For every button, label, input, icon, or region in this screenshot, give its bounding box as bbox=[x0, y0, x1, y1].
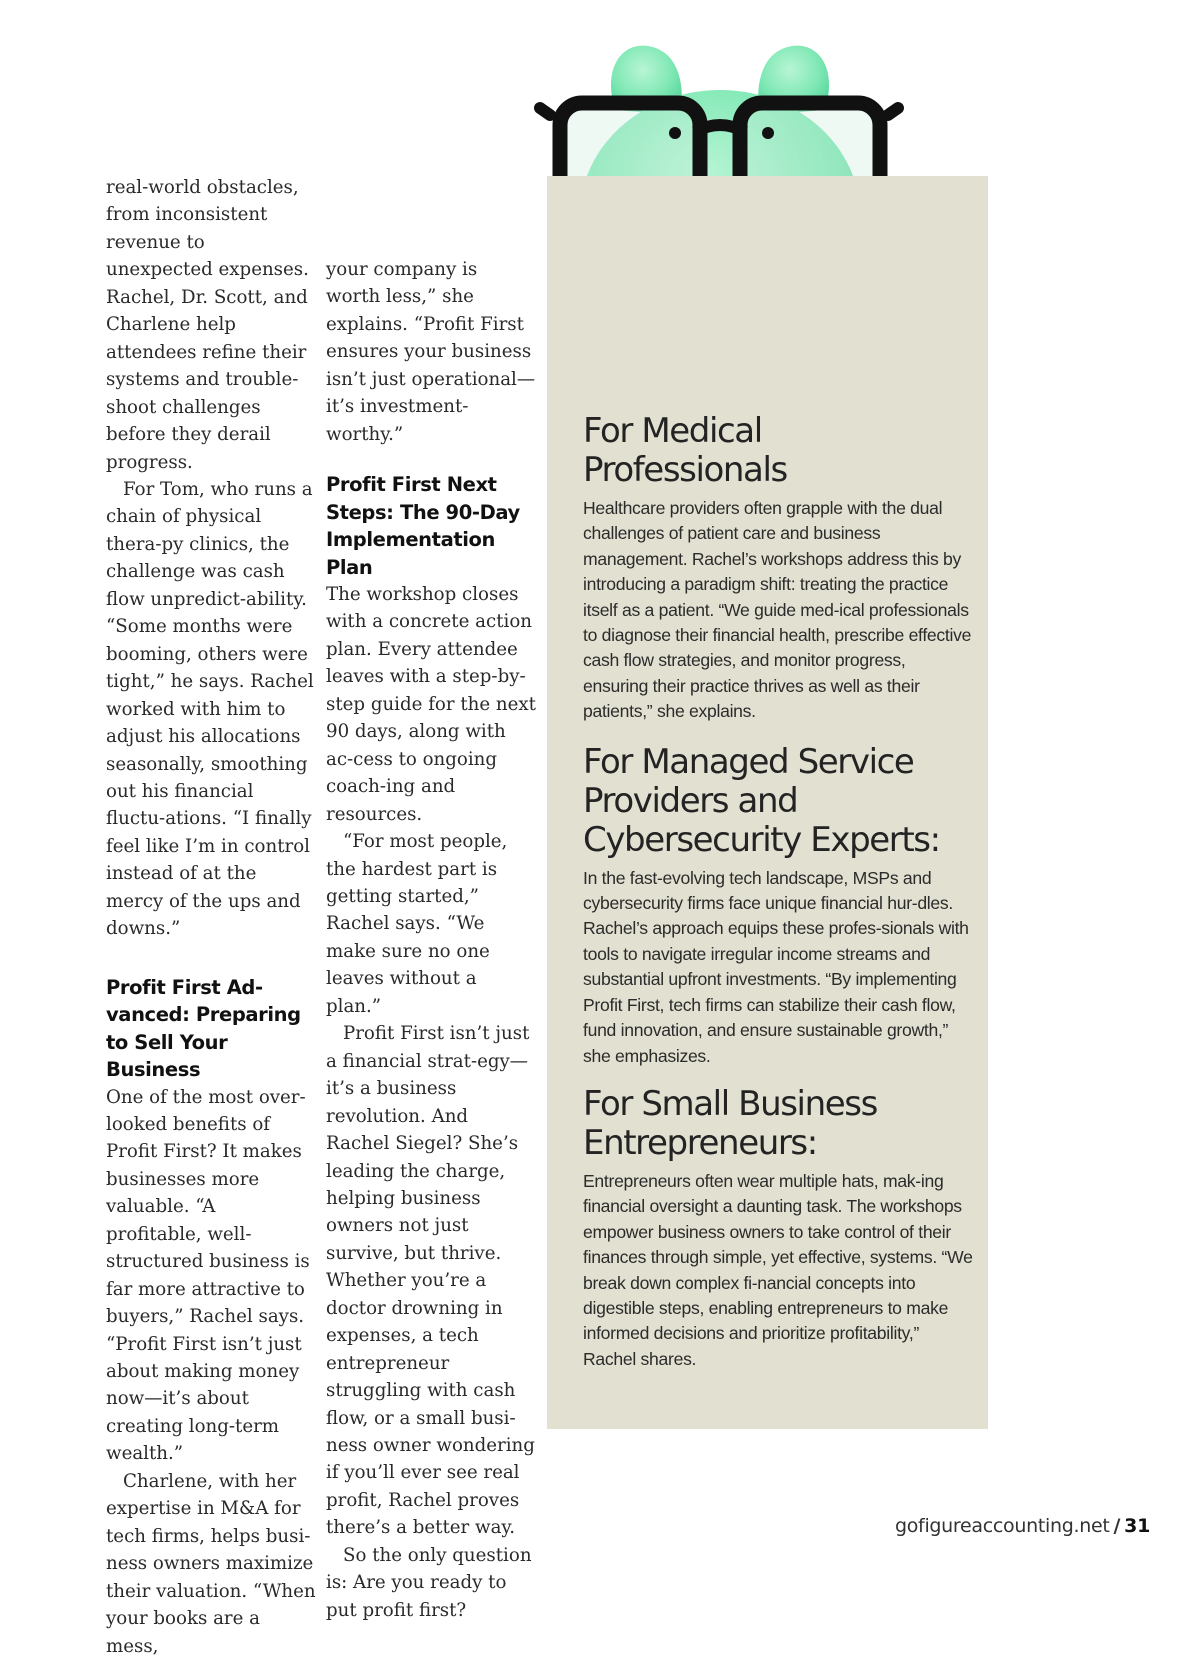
sidebar-heading-msp: For Managed Service Providers and Cybersecurity Experts: bbox=[583, 741, 940, 860]
page-footer bbox=[895, 1515, 1150, 1537]
footer-separator: / bbox=[1113, 1515, 1121, 1537]
article-paragraph: real-world obstacles, from inconsistent revenue to unexpected expenses. Rachel, Dr. Scott, and Charlene help attendees refine their systems and trouble-shoot challenges before they derail progress. bbox=[106, 177, 309, 473]
article-paragraph: For Tom, who runs a chain of physical thera-py clinics, the challenge was cash flow unpredict-ability. “Some months were booming, others were tight,” he says. Rachel worked with him to adjust his allocations seasonally, smoothing out his financial fluctu-ations. “I finally feel like I’m in control instead of at the mercy of the ups and downs.” bbox=[106, 478, 314, 940]
article-column-1 bbox=[106, 174, 316, 1660]
article-paragraph: So the only question is: Are you ready to put profit first? bbox=[326, 1544, 532, 1621]
footer-site: gofigureaccounting.net bbox=[894, 1515, 1110, 1537]
article-paragraph: “For most people, the hardest part is getting started,” Rachel says. “We make sure no one leaves without a plan.” bbox=[326, 831, 508, 1017]
article-paragraph: Charlene, with her expertise in M&A for tech firms, helps busi-ness owners maximize their valuation. “When your books are a mess, bbox=[106, 1470, 316, 1657]
sidebar-heading-medical: For Medical Professionals bbox=[583, 411, 787, 490]
article-paragraph: your company is worth less,” she explains. “Profit First ensures your business isn’t just operational—it’s investment-worthy.” bbox=[326, 259, 536, 445]
sidebar-body-medical: Healthcare providers often grapple with the dual challenges of patient care and business management. Rachel’s workshops address this by introducing a paradigm shift: treating the practice itself as a patient. “We guide med-ical professionals to diagnose their financial health, prescribe effective cash flow strategies, and monitor progress, ensuring their practice thrives as well as their patients,” she explains. bbox=[583, 498, 972, 722]
article-paragraph: The workshop closes with a concrete action plan. Every attendee leaves with a step-by-step guide for the next 90 days, along with ac-cess to ongoing coach-ing and resources. bbox=[326, 583, 536, 825]
section-heading: Profit First Ad-vanced: Preparing to Sell Your Business bbox=[106, 975, 301, 1082]
sidebar-content bbox=[583, 412, 973, 1372]
sidebar-heading-small-business: For Small Business Entrepreneurs: bbox=[583, 1083, 877, 1163]
page-number: 31 bbox=[1124, 1515, 1150, 1537]
article-column-2 bbox=[326, 256, 536, 1624]
section-heading: Profit First Next Steps: The 90-Day Implementation Plan bbox=[326, 473, 520, 579]
article-paragraph: Profit First isn’t just a financial strat-egy—it’s a business revolution. And Rachel Siegel? She’s leading the charge, helping business owners not just survive, but thrive. Whether you’re a doctor drowning in expenses, a tech entrepreneur struggling with cash flow, or a small busi-ness owner wondering if you’ll ever see real profit, Rachel proves there’s a better way. bbox=[326, 1023, 535, 1539]
sidebar-body-small-business: Entrepreneurs often wear multiple hats, mak-ing financial oversight a daunting task. The workshops empower business owners to take control of their finances through simple, yet effective, systems. “We break down complex fi-nancial concepts into digestible steps, enabling entrepreneurs to make informed decisions and prioritize profitability,” Rachel shares. bbox=[583, 1170, 973, 1369]
sidebar-body-msp: In the fast-evolving tech landscape, MSPs and cybersecurity firms face unique financial hur-dles. Rachel’s approach equips these profes-sionals with tools to navigate irregular income streams and substantial upfront investments. “By implementing Profit First, tech firms can stabilize their cash flow, fund innovation, and ensure sustainable growth,” she emphasizes. bbox=[583, 867, 969, 1066]
article-paragraph: One of the most over-looked benefits of Profit First? It makes businesses more valuable. “A profitable, well-structured business is far more attractive to buyers,” Rachel says. “Profit First isn’t just about making money now—it’s about creating long-term wealth.” bbox=[106, 1086, 310, 1465]
